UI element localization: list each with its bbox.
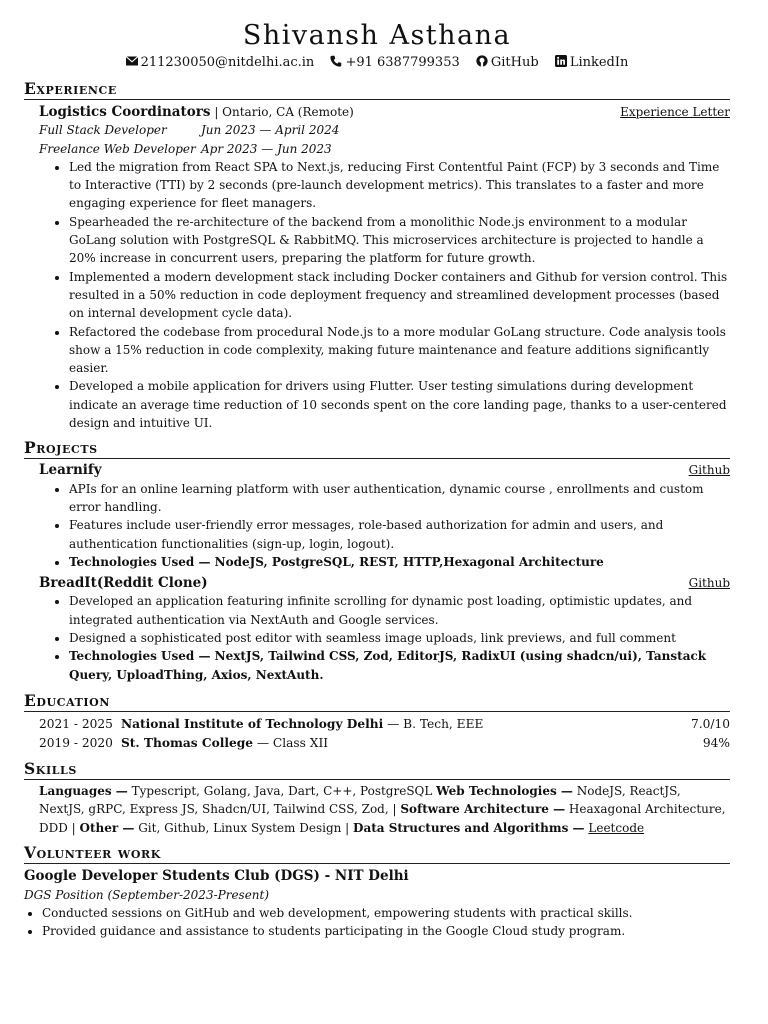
list-item: • Conducted sessions on GitHub and web development, empowering students with practical skills.: [42, 904, 730, 922]
education-score: 94%: [702, 735, 730, 750]
experience-bullets: [39, 158, 730, 432]
candidate-name: Shivansh Asthana: [242, 20, 512, 51]
role-dates: Apr 2023 — Jun 2023: [201, 141, 332, 156]
project-bullets: [39, 480, 730, 571]
degree-detail: — Class XII: [253, 735, 329, 750]
volunteer-section: [24, 844, 730, 940]
skills-body: [24, 782, 730, 838]
list-item: • Designed a sophisticated post editor with seamless image uploads, link previews, and full comment: [69, 629, 730, 647]
list-item: • Developed a mobile application for drivers using Flutter. User testing simulations during development indicate an average time reduction of 10 seconds spent on the core landing page, thanks to a user-centered design and intuitive UI.: [69, 377, 730, 432]
list-item: • Provided guidance and assistance to students participating in the Google Cloud study program.: [42, 922, 730, 940]
skill-label-architecture: Software Architecture —: [400, 802, 566, 817]
volunteer-org: Google Developer Students Club (DGS) - NIT Delhi: [24, 868, 409, 885]
email-text: 211230050@nitdelhi.ac.in: [140, 55, 315, 70]
education-section: [24, 692, 730, 753]
leetcode-link[interactable]: Leetcode: [588, 820, 645, 835]
experience-section: [24, 80, 730, 432]
volunteer-entry: [24, 867, 730, 940]
linkedin-link[interactable]: [555, 55, 629, 70]
list-item: • APIs for an online learning platform with user authentication, dynamic course , enrollments and custom error handling.: [69, 480, 730, 517]
skill-label-languages: Languages —: [39, 783, 128, 798]
skill-other: Git, Github, Linux System Design |: [134, 820, 354, 835]
education-score: 7.0/10: [691, 716, 730, 731]
experience-entry: [24, 103, 730, 432]
education-years: 2019 - 2020: [39, 735, 113, 750]
contact-line: [24, 54, 730, 72]
project-entry: [24, 461, 730, 571]
volunteer-position: DGS Position (September-2023-Present): [24, 887, 270, 902]
list-item: • Developed an application featuring infinite scrolling for dynamic post loading, optimistic updates, and integrated authentication via NextAuth and Google services.: [69, 592, 730, 629]
school-name: National Institute of Technology Delhi: [121, 716, 384, 731]
email-link[interactable]: [126, 55, 319, 70]
skill-label-other: Other —: [79, 820, 135, 835]
skill-label-dsa: Data Structures and Algorithms —: [353, 820, 585, 835]
education-heading: Education: [24, 692, 730, 712]
project-name: BreadIt(Reddit Clone): [39, 575, 208, 592]
project-github-link[interactable]: Github: [688, 463, 730, 478]
skills-section: [24, 760, 730, 838]
role-title: Freelance Web Developer: [39, 141, 196, 156]
project-tech: • Technologies Used — NodeJS, PostgreSQL, REST, HTTP,Hexagonal Architecture: [69, 553, 730, 571]
education-row: [24, 734, 730, 753]
envelope-icon: [126, 55, 138, 67]
degree-detail: — B. Tech, EEE: [383, 716, 484, 731]
skill-languages: Typescript, Golang, Java, Dart, C++, PostgreSQL: [127, 783, 437, 798]
list-item: • Led the migration from React SPA to Next.js, reducing First Contentful Paint (FCP) by 3 seconds and Time to Interactive (TTI) by 2 seconds (pre-launch development metrics). This translates to a faster and more engaging experience for fleet managers.: [69, 158, 730, 213]
linkedin-text: LinkedIn: [569, 55, 629, 70]
skill-label-web: Web Technologies —: [436, 783, 573, 798]
experience-heading: Experience: [24, 80, 730, 100]
role-dates: Jun 2023 — April 2024: [201, 123, 340, 138]
role-title: Full Stack Developer: [39, 123, 167, 138]
project-github-link[interactable]: Github: [688, 576, 730, 591]
phone-text: +91 6387799353: [345, 55, 460, 70]
github-icon: [476, 55, 488, 67]
linkedin-icon: [555, 55, 567, 67]
list-item: • Features include user-friendly error messages, role-based authorization for admin and users, and authentication functionalities (sign-up, login, logout).: [69, 516, 730, 553]
volunteer-bullets: [24, 904, 730, 941]
phone-link[interactable]: [330, 55, 463, 70]
github-text: GitHub: [490, 55, 539, 70]
volunteer-heading: Volunteer work: [24, 844, 730, 864]
role-row: [39, 140, 730, 158]
skill-architecture: Heaxagonal Architecture, DDD |: [39, 802, 726, 835]
education-years: 2021 - 2025: [39, 716, 113, 731]
project-tech: • Technologies Used — NextJS, Tailwind CSS, Zod, EditorJS, RadixUI (using shadcn/ui), Tanstack Query, UploadThing, Axios, NextAuth.: [69, 647, 730, 684]
company-name: Logistics Coordinators: [39, 104, 211, 120]
projects-heading: Projects: [24, 439, 730, 459]
list-item: • Implemented a modern development stack including Docker containers and Github for version control. This resulted in a 50% reduction in code deployment frequency and streamlined development processes (based on internal development cycle data).: [69, 268, 730, 323]
company-location: Ontario, CA (Remote): [222, 105, 354, 119]
github-link[interactable]: [476, 55, 543, 70]
project-entry: [24, 574, 730, 684]
skill-web: NodeJS, ReactJS, NextJS, gRPC, Express JS, Shadcn/UI, Tailwind CSS, Zod, |: [39, 783, 681, 817]
role-row: [39, 121, 730, 139]
education-row: [24, 715, 730, 734]
phone-icon: [330, 55, 342, 67]
company-separator: |: [210, 105, 223, 119]
project-name: Learnify: [39, 462, 102, 479]
list-item: • Refactored the codebase from procedural Node.js to a more modular GoLang structure. Code analysis tools show a 15% reduction in code complexity, making future maintenance and feature additions significantly easier.: [69, 323, 730, 378]
list-item: • Spearheaded the re-architecture of the backend from a monolithic Node.js environment to a modular GoLang solution with PostgreSQL & RabbitMQ. This microservices architecture is projected to handle a 20% increase in concurrent users, preparing the platform for future growth.: [69, 213, 730, 268]
project-bullets: [39, 592, 730, 683]
skills-heading: Skills: [24, 760, 730, 780]
school-name: St. Thomas College: [121, 735, 253, 750]
experience-letter-link[interactable]: Experience Letter: [620, 105, 730, 119]
projects-section: [24, 439, 730, 684]
